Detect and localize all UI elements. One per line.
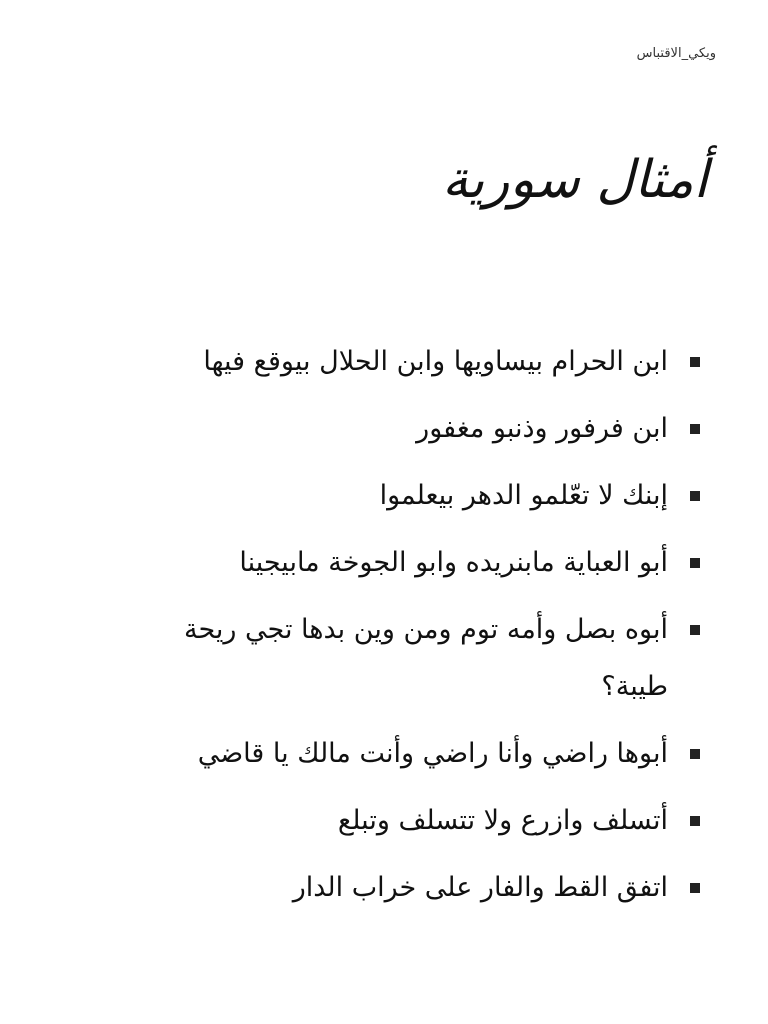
- list-item: [140, 859, 700, 916]
- list-item: [140, 400, 700, 457]
- list-item: [140, 792, 700, 849]
- proverb-text: أبوها راضي وأنا راضي وأنت مالك يا قاضي: [197, 738, 668, 769]
- bullet-icon: [690, 749, 700, 759]
- bullet-icon: [690, 816, 700, 826]
- list-item: [140, 534, 700, 591]
- proverb-text: اتفق القط والفار على خراب الدار: [292, 872, 668, 903]
- bullet-icon: [690, 424, 700, 434]
- proverb-text: أبوه بصل وأمه توم ومن وين بدها تجي ريحة طيبة؟: [183, 614, 668, 702]
- bullet-icon: [690, 491, 700, 501]
- proverb-text: أبو العباية مابنريده وابو الجوخة مابيجينا: [239, 547, 668, 578]
- list-item: [140, 467, 700, 524]
- list-item: [140, 333, 700, 390]
- list-item: [140, 601, 700, 715]
- site-name: ويكي_الاقتباس: [636, 46, 716, 61]
- bullet-icon: [690, 883, 700, 893]
- bullet-icon: [690, 625, 700, 635]
- bullet-icon: [690, 558, 700, 568]
- page-title: أمثال سورية: [441, 150, 708, 210]
- bullet-icon: [690, 357, 700, 367]
- proverb-list: [140, 333, 700, 926]
- list-item: [140, 725, 700, 782]
- proverb-text: ابن فرفور وذنبو مغفور: [416, 413, 668, 444]
- proverb-text: إبنك لا تعّلمو الدهر بيعلموا: [379, 480, 668, 511]
- proverb-text: ابن الحرام بيساويها وابن الحلال بيوقع فيها: [203, 346, 668, 377]
- proverb-text: أتسلف وازرع ولا تتسلف وتبلع: [337, 805, 668, 836]
